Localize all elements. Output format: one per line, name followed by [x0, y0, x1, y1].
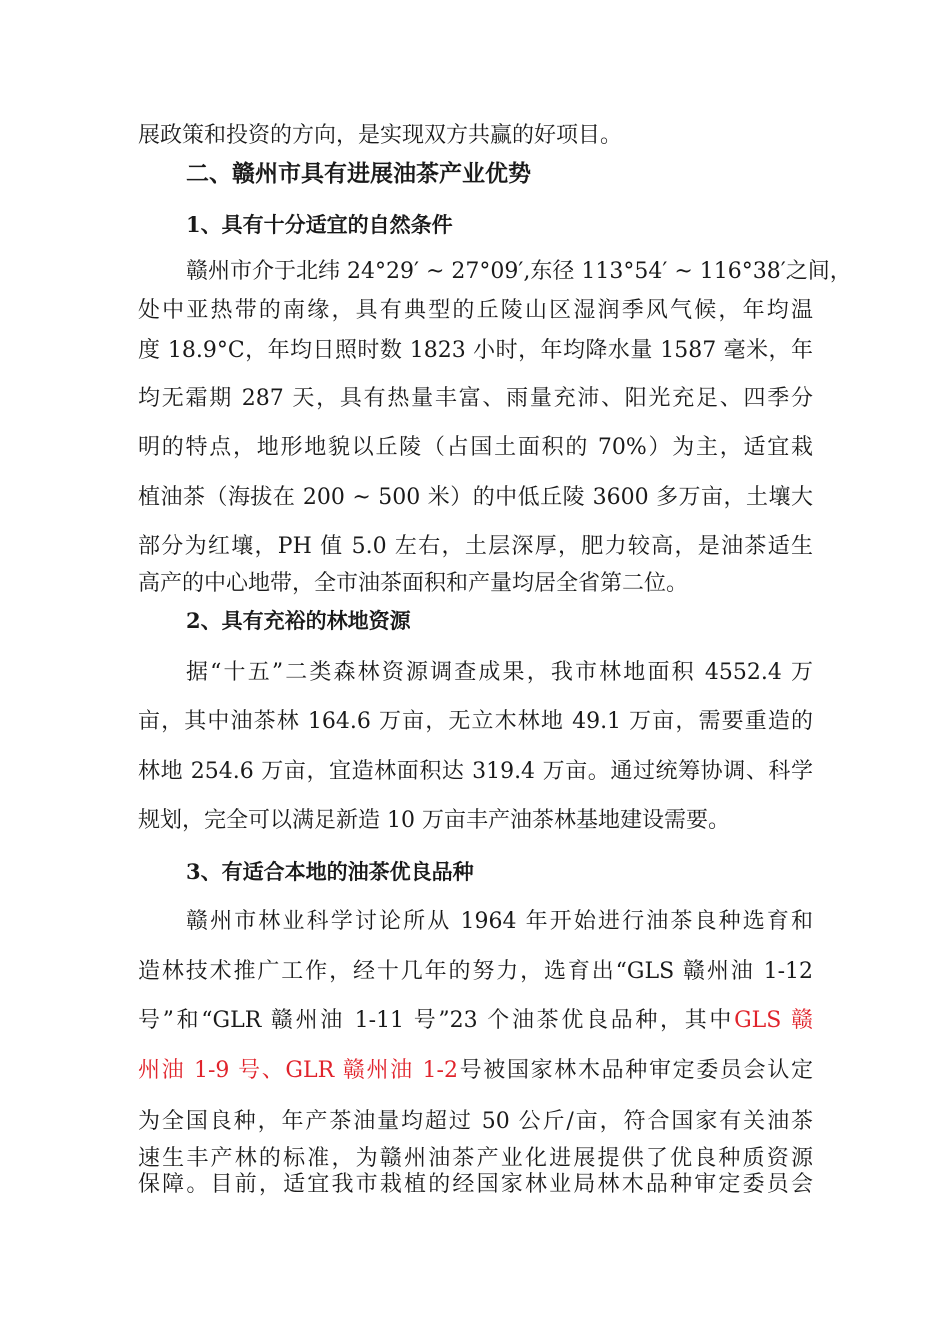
paragraph-line: 保障。目前，适宜我市栽植的经国家林业局林木品种审定委员会 [138, 1172, 813, 1197]
paragraph-line: 植油茶（海拔在 200 ~ 500 米）的中低丘陵 3600 多万亩，土壤大 [138, 485, 813, 510]
highlighted-variety-text: 州油 1-9 号、GLR 赣州油 1-2 [138, 1058, 458, 1083]
paragraph-line: 为全国良种，年产茶油量均超过 50 公斤/亩，符合国家有关油茶 [138, 1109, 813, 1134]
paragraph-line: 均无霜期 287 天，具有热量丰富、雨量充沛、阳光充足、四季分 [138, 386, 813, 411]
line-text: 号”和“GLR 赣州油 1-11 号”23 个油茶优良品种，其中 [138, 1008, 735, 1033]
paragraph-line: 造林技术推广工作，经十几年的努力，选育出“GLS 赣州油 1-12 [138, 959, 813, 984]
paragraph-line-with-highlight [138, 1056, 813, 1086]
paragraph-line: 展政策和投资的方向，是实现双方共赢的好项目。 [138, 123, 623, 148]
paragraph-line: 据“十五”二类森林资源调查成果，我市林地面积 4552.4 万 [186, 660, 813, 685]
paragraph-line: 部分为红壤，PH 值 5.0 左右，土层深厚，肥力较高，是油茶适生 [138, 534, 813, 559]
paragraph-line: 度 18.9°C，年均日照时数 1823 小时，年均降水量 1587 毫米，年 [138, 338, 813, 363]
paragraph-line: 速生丰产林的标准，为赣州油茶产业化进展提供了优良种质资源 [138, 1146, 813, 1171]
highlighted-variety-text: GLS 赣 [734, 1008, 814, 1033]
paragraph-line: 亩，其中油茶林 164.6 万亩，无立木林地 49.1 万亩，需要重造的 [138, 709, 813, 734]
paragraph-line: 赣州市林业科学讨论所从 1964 年开始进行油茶良种选育和 [186, 909, 813, 934]
subsection-heading: 2、具有充裕的林地资源 [186, 608, 411, 633]
line-text: 号被国家林木品种审定委员会认定 [457, 1058, 813, 1083]
paragraph-line: 高产的中心地带，全市油茶面积和产量均居全省第二位。 [138, 571, 689, 596]
section-heading: 二、赣州市具有进展油茶产业优势 [186, 161, 531, 187]
paragraph-line: 处中亚热带的南缘，具有典型的丘陵山区湿润季风气候，年均温 [138, 298, 813, 323]
subsection-heading: 3、有适合本地的油茶优良品种 [186, 859, 474, 884]
paragraph-line: 赣州市介于北纬 24°29′ ~ 27°09′,东径 113°54′ ~ 116°38′之间， [186, 259, 852, 284]
paragraph-line: 规划，完全可以满足新造 10 万亩丰产油茶林基地建设需要。 [138, 808, 730, 833]
paragraph-line: 明的特点，地形地貌以丘陵（占国土面积的 70%）为主，适宜栽 [138, 435, 813, 460]
paragraph-line: 林地 254.6 万亩，宜造林面积达 319.4 万亩。通过统筹协调、科学 [138, 759, 813, 784]
paragraph-line-with-highlight [138, 1006, 813, 1036]
subsection-heading: 1、具有十分适宜的自然条件 [186, 212, 453, 237]
